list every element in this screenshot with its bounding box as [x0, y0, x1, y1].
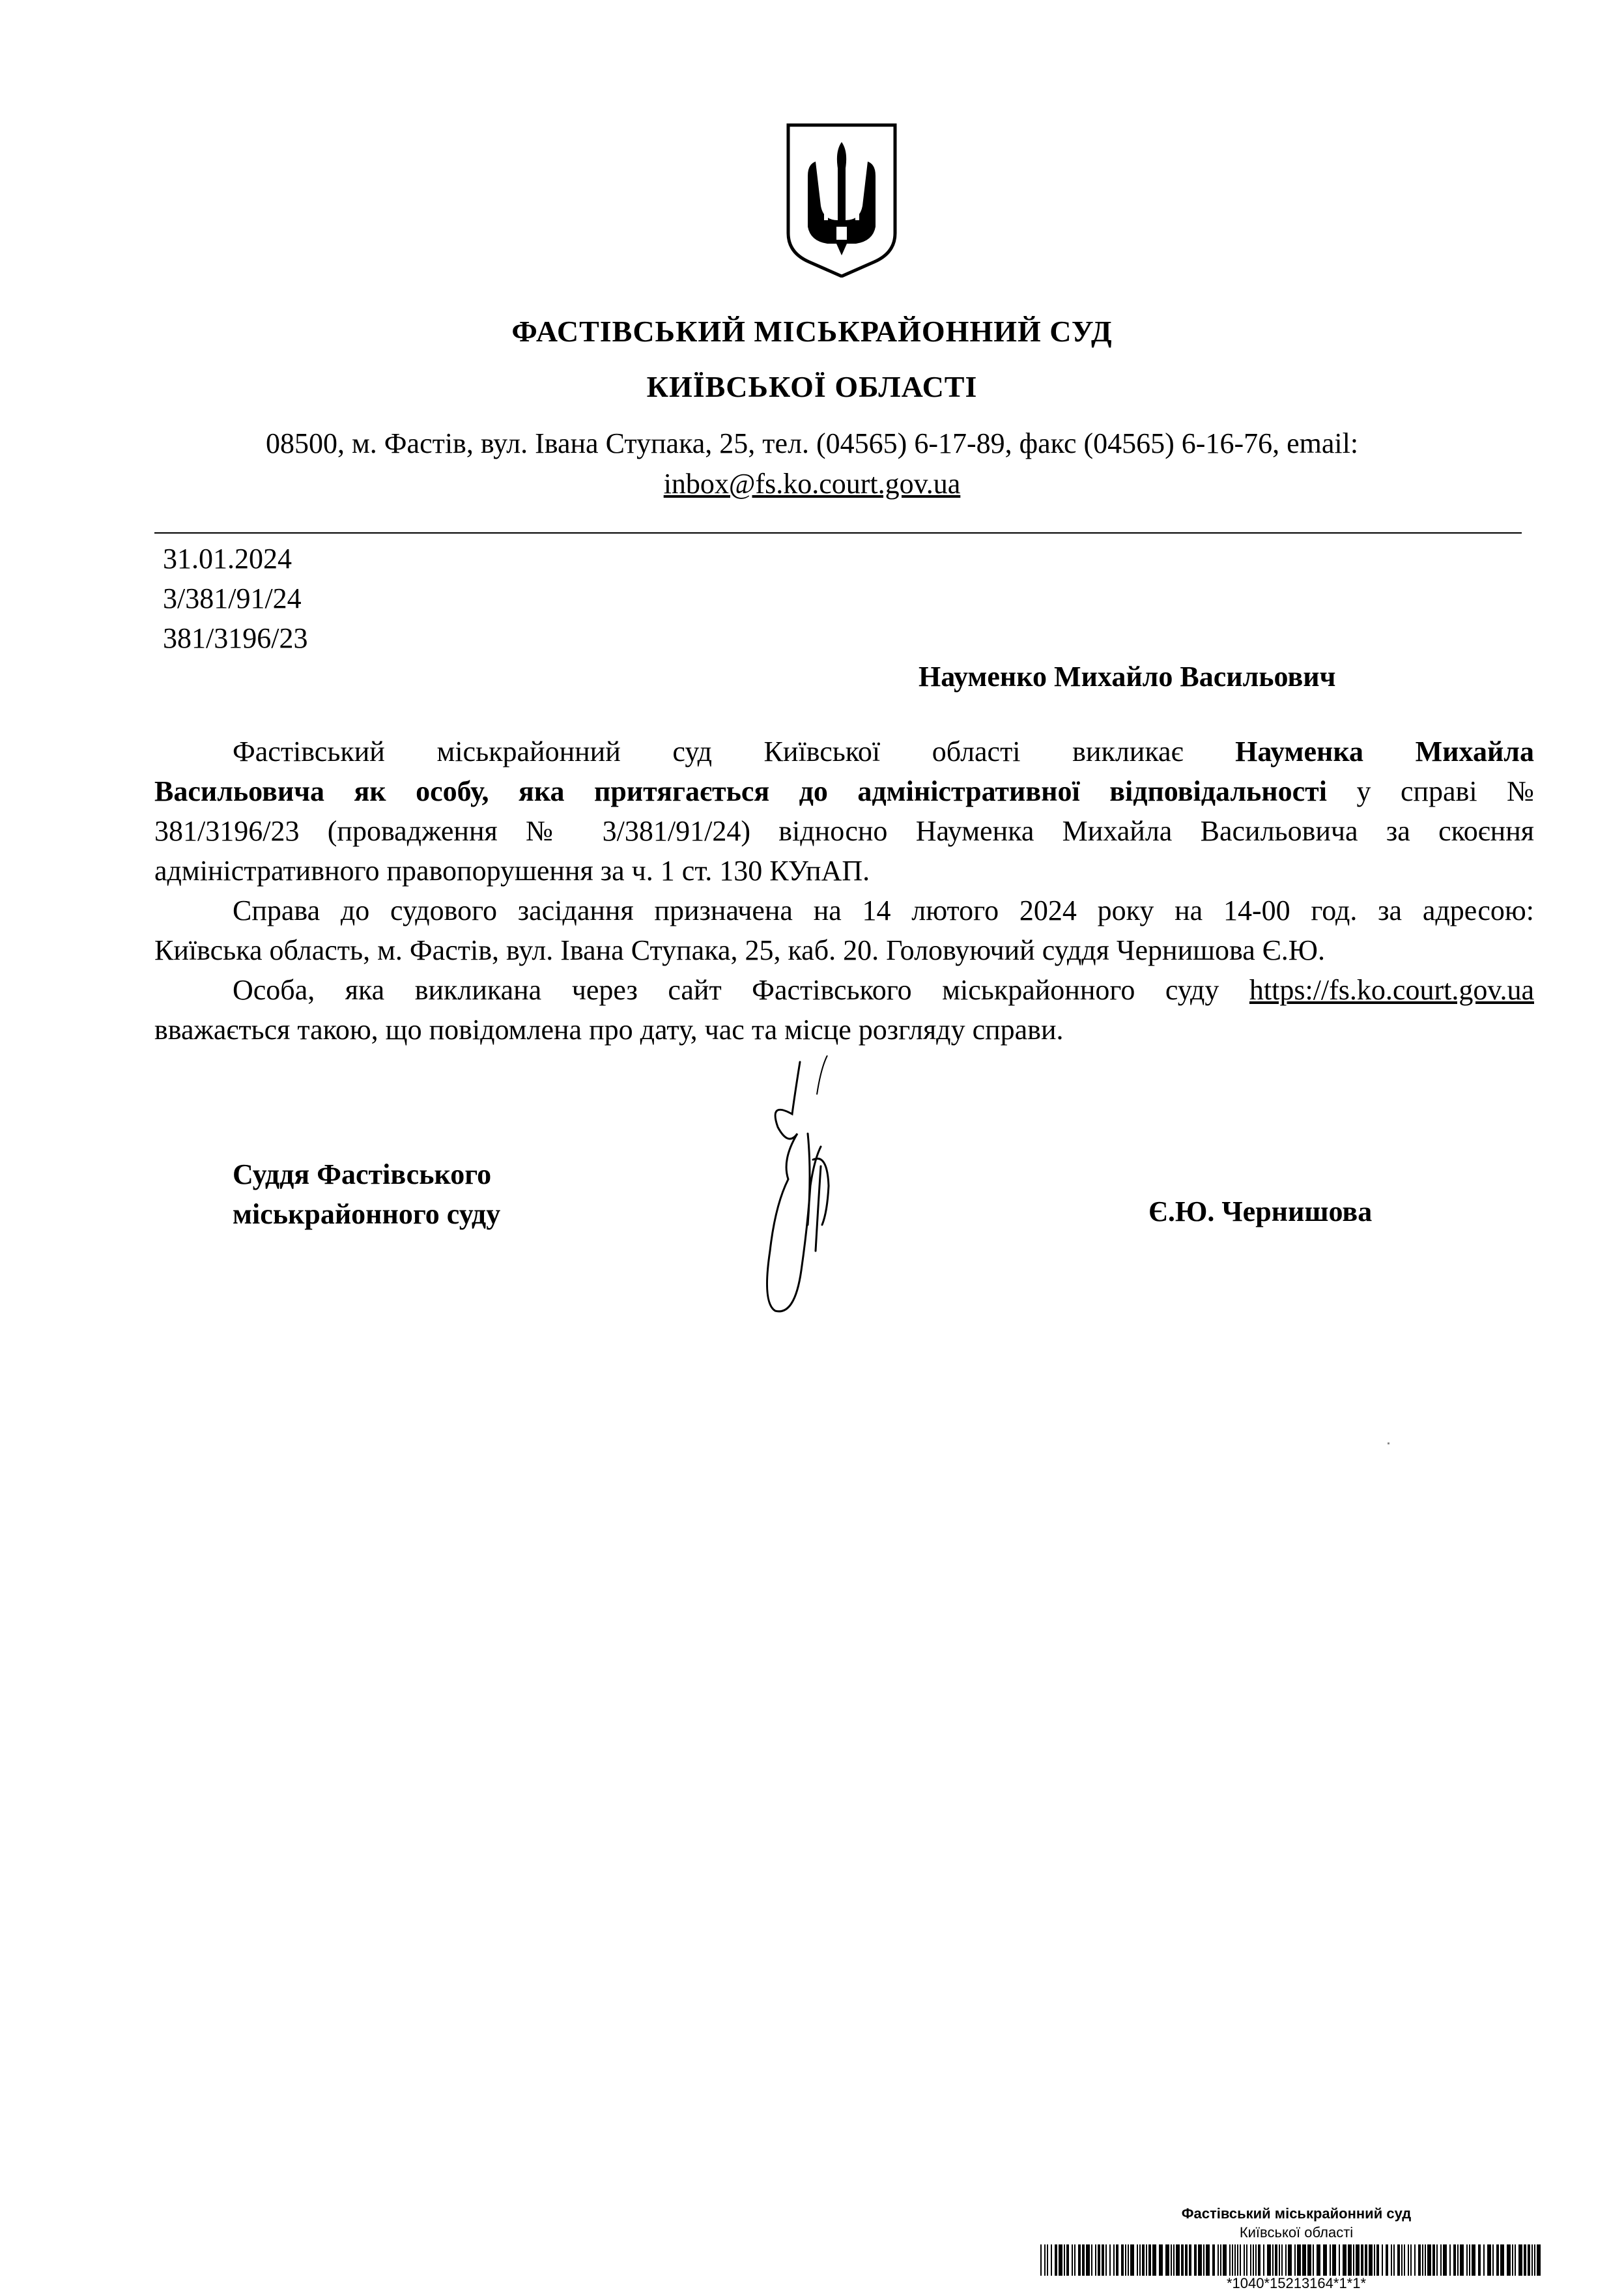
- p2-line-2: Київська область, м. Фастів, вул. Івана Ступака, 25, каб. 20. Головуючий суддя Чернишова Є.Ю.: [154, 934, 1325, 966]
- p3-text: Особа, яка викликана через сайт Фастівського міськрайонного суду: [233, 974, 1249, 1006]
- stamp-court-name: Фастівський міськрайонний суд: [1181, 2205, 1412, 2222]
- header-divider: [154, 532, 1522, 534]
- p1-line-4: адміністративного правопорушення за ч. 1 ст. 130 КУпАП.: [154, 855, 870, 887]
- p1-line-1: [154, 732, 1534, 771]
- court-email-line: [0, 467, 1624, 500]
- handwritten-signature: [730, 1055, 860, 1323]
- p1-text: Фастівський міськрайонний суд Київської області викликає: [233, 736, 1236, 767]
- hearing-paragraph: [154, 891, 1534, 970]
- stamp-court-region: Київської області: [1239, 2224, 1354, 2241]
- judge-title: [233, 1154, 500, 1234]
- barcode-icon: [1040, 2244, 1544, 2276]
- court-address: 08500, м. Фастів, вул. Івана Ступака, 25, тел. (04565) 6-17-89, факс (04565) 6-16-76, email:: [265, 427, 1359, 459]
- summons-paragraph: [154, 732, 1534, 891]
- coat-of-arms-icon: [784, 122, 899, 278]
- p3-line-1: [154, 970, 1534, 1010]
- court-region: КИЇВСЬКОЇ ОБЛАСТІ: [646, 370, 978, 403]
- court-email-link[interactable]: inbox@fs.ko.court.gov.ua: [663, 468, 961, 500]
- p1-bold-name: Науменка Михайла: [1235, 736, 1534, 767]
- case-number: 381/3196/23: [163, 622, 308, 654]
- court-website-link[interactable]: https://fs.ko.court.gov.ua: [1249, 974, 1534, 1006]
- p1-case-prefix: у справі №: [1327, 775, 1535, 807]
- scan-artifact: [1388, 1442, 1389, 1444]
- judge-name: Є.Ю. Чернишова: [1148, 1196, 1373, 1227]
- judge-title-line-2: міськрайонного суду: [233, 1198, 501, 1230]
- barcode-number: *1040*15213164*1*1*: [1226, 2275, 1367, 2291]
- outgoing-number: 3/381/91/24: [163, 582, 302, 614]
- p3-line-2: вважається такою, що повідомлена про дату, час та місце розгляду справи.: [154, 1014, 1064, 1046]
- p1-line-2: [154, 771, 1534, 811]
- addressee-name: Науменко Михайло Васильович: [919, 661, 1336, 693]
- notice-paragraph: [154, 970, 1534, 1050]
- p1-line-3: 381/3196/23 (провадження № 3/381/91/24) відносно Науменка Михайла Васильовича за скоєння: [154, 815, 1534, 847]
- document-date: 31.01.2024: [163, 543, 292, 575]
- p1-bold-role: Васильовича як особу, яка притягається до адміністративної відповідальності: [154, 775, 1328, 807]
- judge-title-line-1: Суддя Фастівського: [233, 1158, 492, 1190]
- court-name: ФАСТІВСЬКИЙ МІСЬКРАЙОННИЙ СУД: [511, 315, 1113, 348]
- p2-line-1: Справа до судового засідання призначена на 14 лютого 2024 року на 14-00 год. за адресою:: [233, 895, 1534, 926]
